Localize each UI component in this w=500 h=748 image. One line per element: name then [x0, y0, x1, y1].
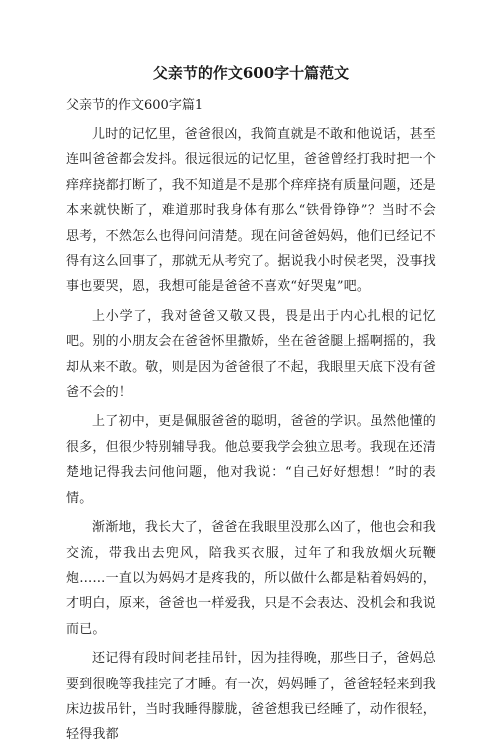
document-title: 父亲节的作文600字十篇范文: [152, 64, 350, 82]
paragraph-1: 儿时的记忆里，爸爸很凶，我简直就是不敢和他说话，甚至连叫爸爸都会发抖。很远很远的记忆里，爸爸曾经打我时把一个痒痒挠都打断了，我不知道是不是那个痒痒挠有质量问题，还是本来就快断了，难道那时我身体有那么“铁骨铮铮”？当时不会思考，不然怎么也得问问清楚。现在问爸爸妈妈，他们已经记不得有这么回事了，那就无从考究了。据说我小时侯老哭，没事找事也要哭，恩，我想可能是爸爸不喜欢“好哭鬼”吧。: [66, 127, 436, 295]
section-heading: 父亲节的作文600字篇1: [66, 98, 204, 113]
paragraph-2: 上小学了，我对爸爸又敬又畏，畏是出于内心扎根的记忆吧。别的小朋友会在爸爸怀里撒娇，坐在爸爸腿上摇啊摇的，我却从来不敢。敬，则是因为爸爸很了不起，我眼里天底下没有爸爸不会的！: [66, 308, 436, 401]
paragraph-3: 上了初中，更是佩服爸爸的聪明，爸爸的学识。虽然他懂的很多，但很少特别辅导我。他总要我学会独立思考。我现在还清楚地记得我去问他问题，他对我说：“自己好好想想！”时的表情。: [66, 414, 436, 506]
paragraph-4: 渐渐地，我长大了，爸爸在我眼里没那么凶了，他也会和我交流，带我出去兜风，陪我买衣服，过年了和我放烟火玩鞭炮……一直以为妈妈才是疼我的，所以做什么都是粘着妈妈的，才明白，原来，爸爸也一样爱我，只是不会表达、没机会和我说而已。: [66, 520, 436, 637]
paragraph-5: 还记得有段时间老挂吊针，因为挂得晚，那些日子，爸妈总要到很晚等我挂完了才睡。有一次，妈妈睡了，爸爸轻轻来到我床边拔吊针，当时我睡得朦胧，爸爸想我已经睡了，动作很轻，轻得我都: [66, 651, 436, 743]
